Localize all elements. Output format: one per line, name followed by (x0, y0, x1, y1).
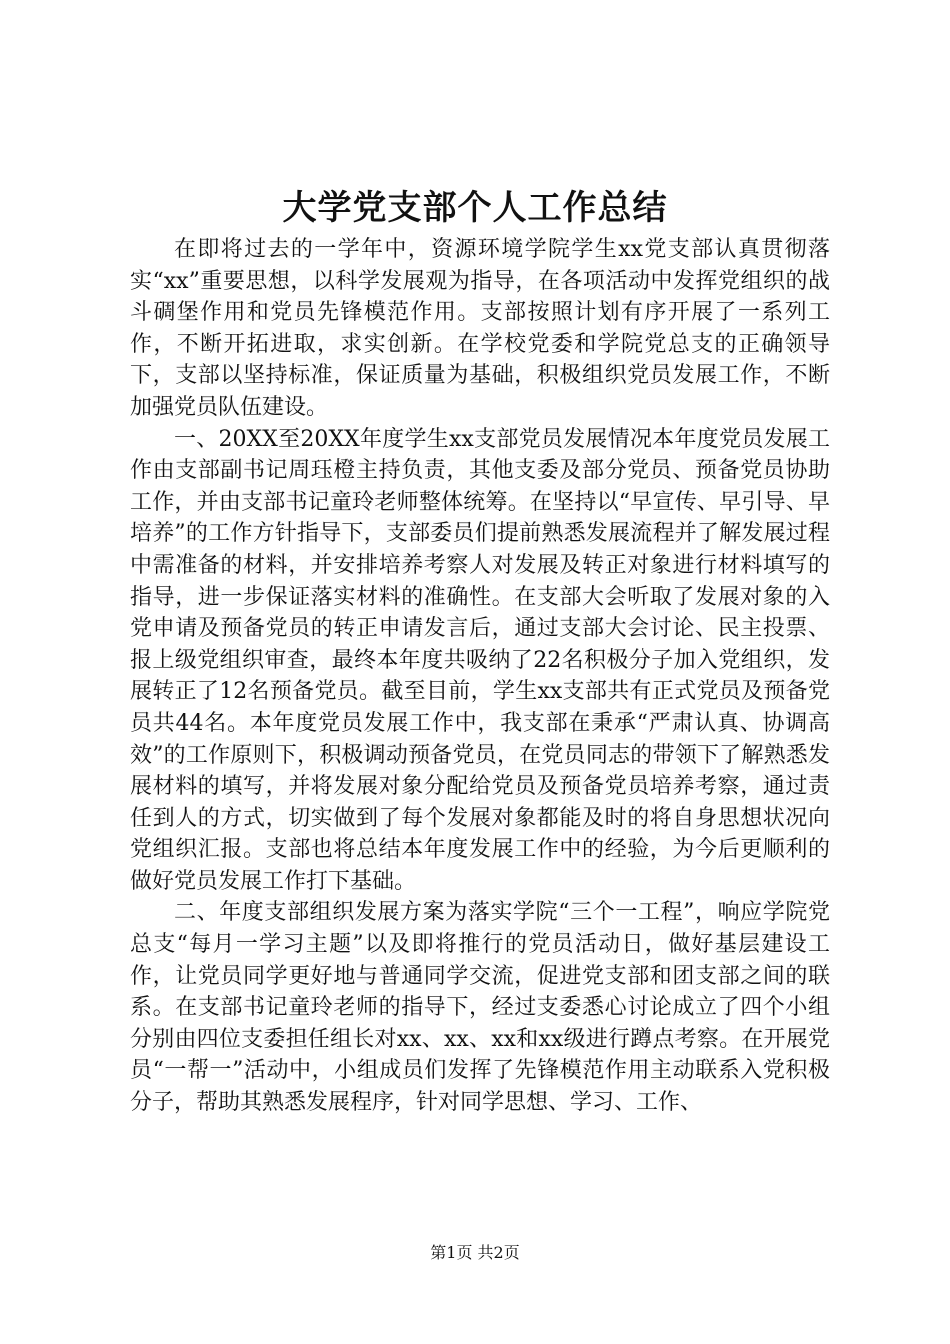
paragraph-section-1: 一、20XX至20XX年度学生xx支部党员发展情况本年度党员发展工作由支部副书记周珏橙主持负责，其他支委及部分党员、预备党员协助工作，并由支部书记童玲老师整体统筹。在坚持以“早宣传、早引导、早培养”的工作方针指导下，支部委员们提前熟悉发展流程并了解发展过程中需准备的材料，并安排培养考察人对发展及转正对象进行材料填写的指导，进一步保证落实材料的准确性。在支部大会听取了发展对象的入党申请及预备党员的转正申请发言后，通过支部大会讨论、民主投票、报上级党组织审查，最终本年度共吸纳了22名积极分子加入党组织，发展转正了12名预备党员。截至目前，学生xx支部共有正式党员及预备党员共44名。本年度党员发展工作中，我支部在秉承“严肃认真、协调高效”的工作原则下，积极调动预备党员，在党员同志的带领下了解熟悉发展材料的填写，并将发展对象分配给党员及预备党员培养考察，通过责任到人的方式，切实做到了每个发展对象都能及时的将自身思想状况向党组织汇报。支部也将总结本年度发展工作中的经验，为今后更顺利的做好党员发展工作打下基础。 (130, 426, 830, 894)
paragraph-section-2: 二、年度支部组织发展方案为落实学院“三个一工程”，响应学院党总支“每月一学习主题”以及即将推行的党员活动日，做好基层建设工作，让党员同学更好地与普通同学交流，促进党支部和团支部之间的联系。在支部书记童玲老师的指导下，经过支委悉心讨论成立了四个小组分别由四位支委担任组长对xx、xx、xx和xx级进行蹲点考察。在开展党员“一帮一”活动中，小组成员们发挥了先锋模范作用主动联系入党积极分子，帮助其熟悉发展程序，针对同学思想、学习、工作、 (130, 900, 830, 1116)
document-title: 大学党支部个人工作总结 (282, 188, 668, 228)
page-number-footer: 第1页 共2页 (430, 1243, 520, 1262)
document-body (130, 234, 830, 1119)
paragraph-intro: 在即将过去的一学年中，资源环境学院学生xx党支部认真贯彻落实“xx”重要思想，以科学发展观为指导，在各项活动中发挥党组织的战斗碉堡作用和党员先锋模范作用。支部按照计划有序开展了一系列工作，不断开拓进取，求实创新。在学校党委和学院党总支的正确领导下，支部以坚持标准，保证质量为基础，积极组织党员发展工作，不断加强党员队伍建设。 (130, 237, 830, 420)
